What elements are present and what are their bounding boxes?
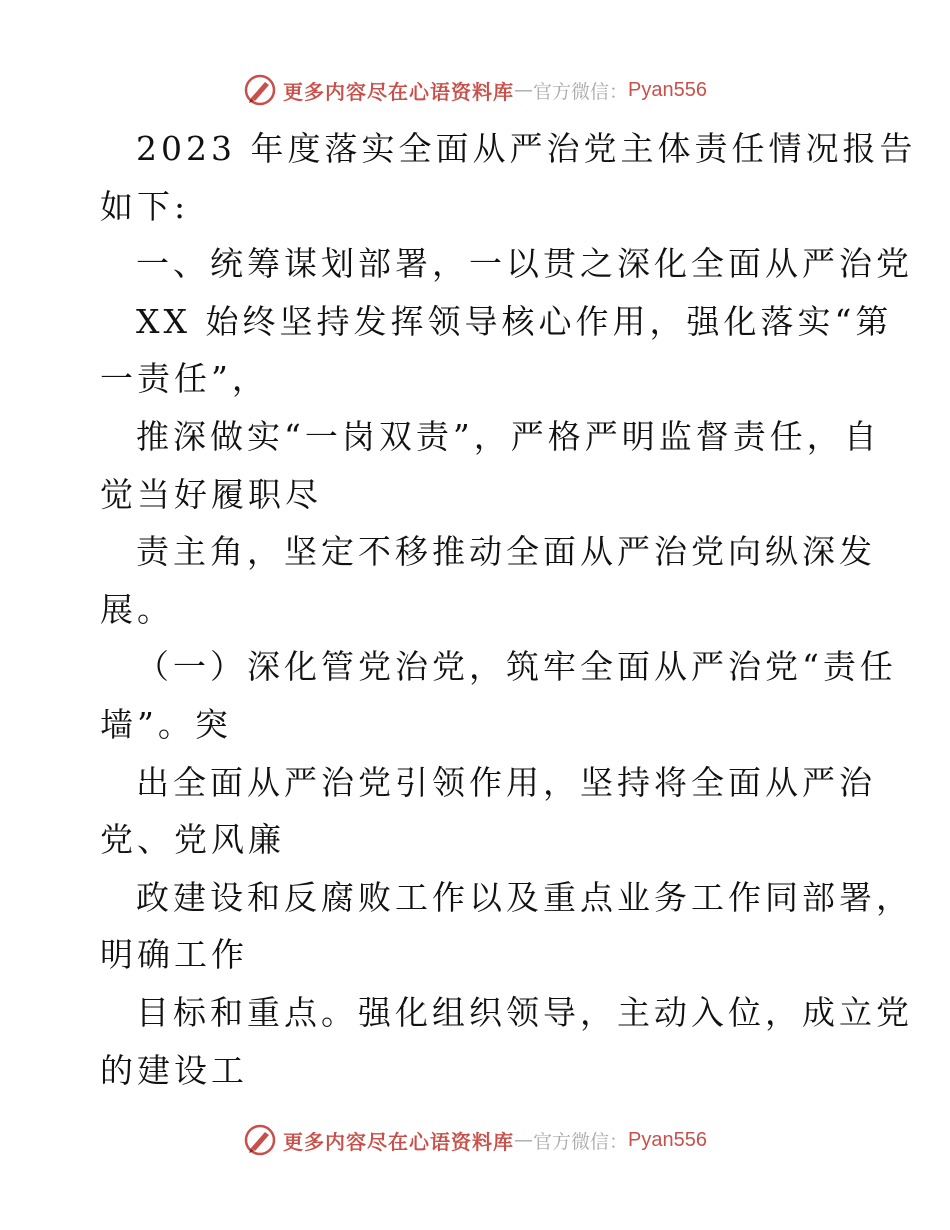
text-line: 2023 年度落实全面从严治党主体责任情况报告 [136,129,917,168]
watermark-id: Pyan556 [628,1128,707,1151]
watermark-brand: 更多内容尽在心语资料库 [283,79,514,104]
text-line: 政建设和反腐败工作以及重点业务工作同部署， [136,877,913,917]
watermark-official: 官方微信： [533,80,629,103]
text-line: 明确工作 [100,935,248,975]
text-line: 展。 [100,589,174,629]
text-line: 出全面从严治党引领作用，坚持将全面从严治 [136,762,876,802]
pen-logo-icon [243,73,277,107]
text-line: 的建设工 [100,1050,248,1090]
pen-logo-icon [243,1123,277,1157]
text-line: 觉当好履职尽 [100,474,322,514]
text-line: 党、党风廉 [100,820,285,860]
watermark-brand: 更多内容尽在心语资料库 [283,1129,514,1154]
watermark-separator: — [514,1129,533,1151]
header-watermark [0,70,950,110]
text-line: 如下: [100,186,190,226]
document-body [100,120,917,1099]
watermark-official: 官方微信： [533,1130,629,1153]
text-line: 一责任”， [100,359,269,399]
section-heading: 一、统筹谋划部署，一以贯之深化全面从严治党 [136,244,913,284]
text-line: 墙”。突 [100,704,232,744]
text-line: XX 始终坚持发挥领导核心作用，强化落实“第 [136,301,893,341]
text-line: 目标和重点。强化组织领导，主动入位，成立党 [136,992,913,1032]
subsection-heading: （一）深化管党治党，筑牢全面从严治党“责任 [136,647,897,687]
watermark-separator: — [514,79,533,101]
watermark-id: Pyan556 [628,78,707,101]
text-line: 推深做实“一岗双责”，严格严明监督责任，自 [136,416,881,456]
footer-watermark [0,1120,950,1160]
text-line: 责主角，坚定不移推动全面从严治党向纵深发 [136,532,876,572]
